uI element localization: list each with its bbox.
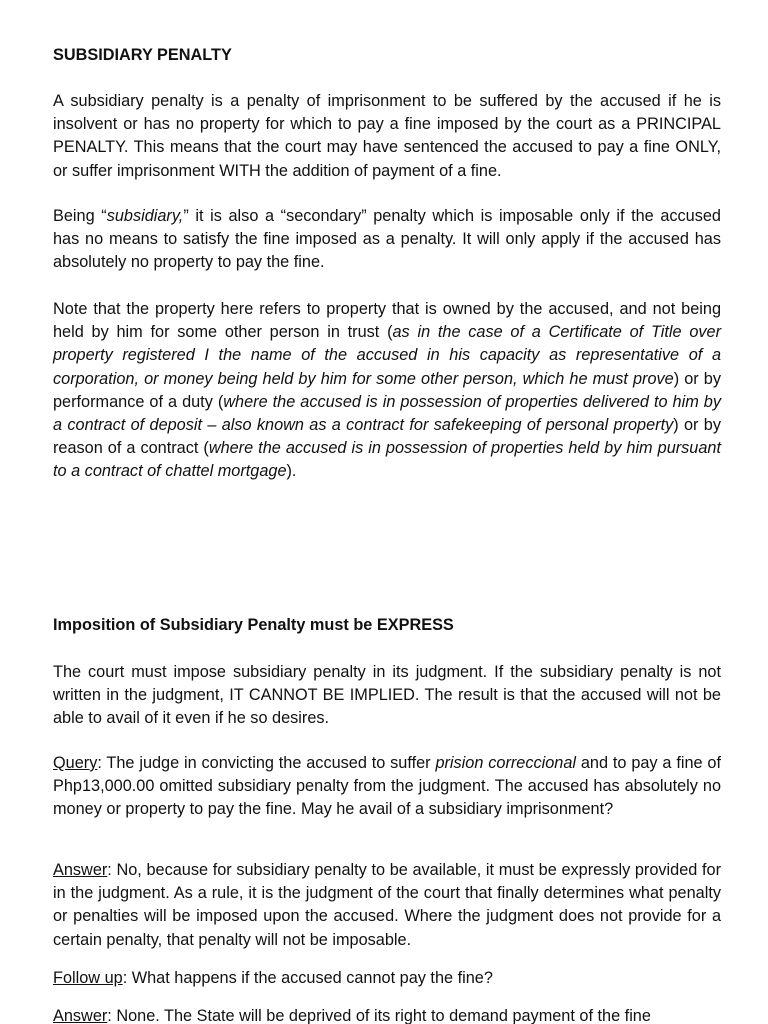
answer-label: Answer <box>53 861 108 879</box>
text-run: : What happens if the accused cannot pay the fine? <box>122 969 493 987</box>
text-run: ). <box>286 462 297 481</box>
text-run: Being “ <box>53 207 107 225</box>
paragraph-follow-up <box>53 967 721 990</box>
follow-up-label: Follow up <box>53 969 123 987</box>
text-run: ) or by reason of a contract ( <box>53 416 721 458</box>
text-run: Note that the property here refers to property that is owned by the accused, and not being held by him for some other person in trust ( <box>53 300 721 342</box>
text-run: : None. The State will be deprived of its right to demand payment of the fine <box>107 1007 651 1024</box>
italic-term: prision correccional <box>435 754 577 772</box>
text-run: and to pay a fine of Php13,000.00 omitted subsidiary penalty from the judgment. The accused has absolutely no money or property to pay the fine. May he avail of a subsidiary imprisonment? <box>53 754 721 819</box>
text-run: : The judge in convicting the accused to suffer <box>97 754 436 772</box>
section-title: Imposition of Subsidiary Penalty must be EXPRESS <box>53 616 454 634</box>
query-label: Query <box>53 754 98 772</box>
paragraph-secondary-penalty <box>53 205 721 275</box>
paragraph-property-note <box>53 298 721 484</box>
italic-term: subsidiary, <box>106 207 184 225</box>
paragraph-definition: A subsidiary penalty is a penalty of imprisonment to be suffered by the accused if he is insolvent or has no property for which to pay a fine imposed by the court as a PRINCIPAL PENALTY. This means that the court may have sentenced the accused to pay a fine ONLY, or suffer imprisonment WITH the addition of payment of a fine. <box>53 92 721 180</box>
text-run: : No, because for subsidiary penalty to be available, it must be expressly provided for in the judgment. As a rule, it is the judgment of the court that finally determines what penalty or penalties will be imposed upon the accused. Where the judgment does not provide for a certain penalty, that penalty will not be imposable. <box>53 861 721 949</box>
paragraph-answer <box>53 859 721 952</box>
text-run: ” it is also a “secondary” penalty which is imposable only if the accused has no means to satisfy the fine imposed as a penalty. It will only apply if the accused has absolutely no property to pay the fine. <box>53 207 721 272</box>
paragraph-express-imposition: The court must impose subsidiary penalty in its judgment. If the subsidiary penalty is not written in the judgment, IT CANNOT BE IMPLIED. The result is that the accused will not be able to avail of it even if he so desires. <box>53 663 721 728</box>
paragraph-query <box>53 752 721 822</box>
text-run: ) or by performance of a duty ( <box>53 369 721 411</box>
italic-example: where the accused is in possession of properties held by him pursuant to a contract of chattel mortgage <box>53 439 721 481</box>
italic-example: where the accused is in possession of properties delivered to him by a contract of deposit – also known as a contract for safekeeping of personal property <box>53 392 721 435</box>
italic-example: as in the case of a Certificate of Title over property registered I the name of the accused in his capacity as representative of a corporation, or money being held by him for some other person, which he must prove <box>53 323 721 388</box>
paragraph-answer <box>53 1005 721 1024</box>
section-title: SUBSIDIARY PENALTY <box>53 46 232 64</box>
answer-label: Answer <box>53 1007 108 1024</box>
